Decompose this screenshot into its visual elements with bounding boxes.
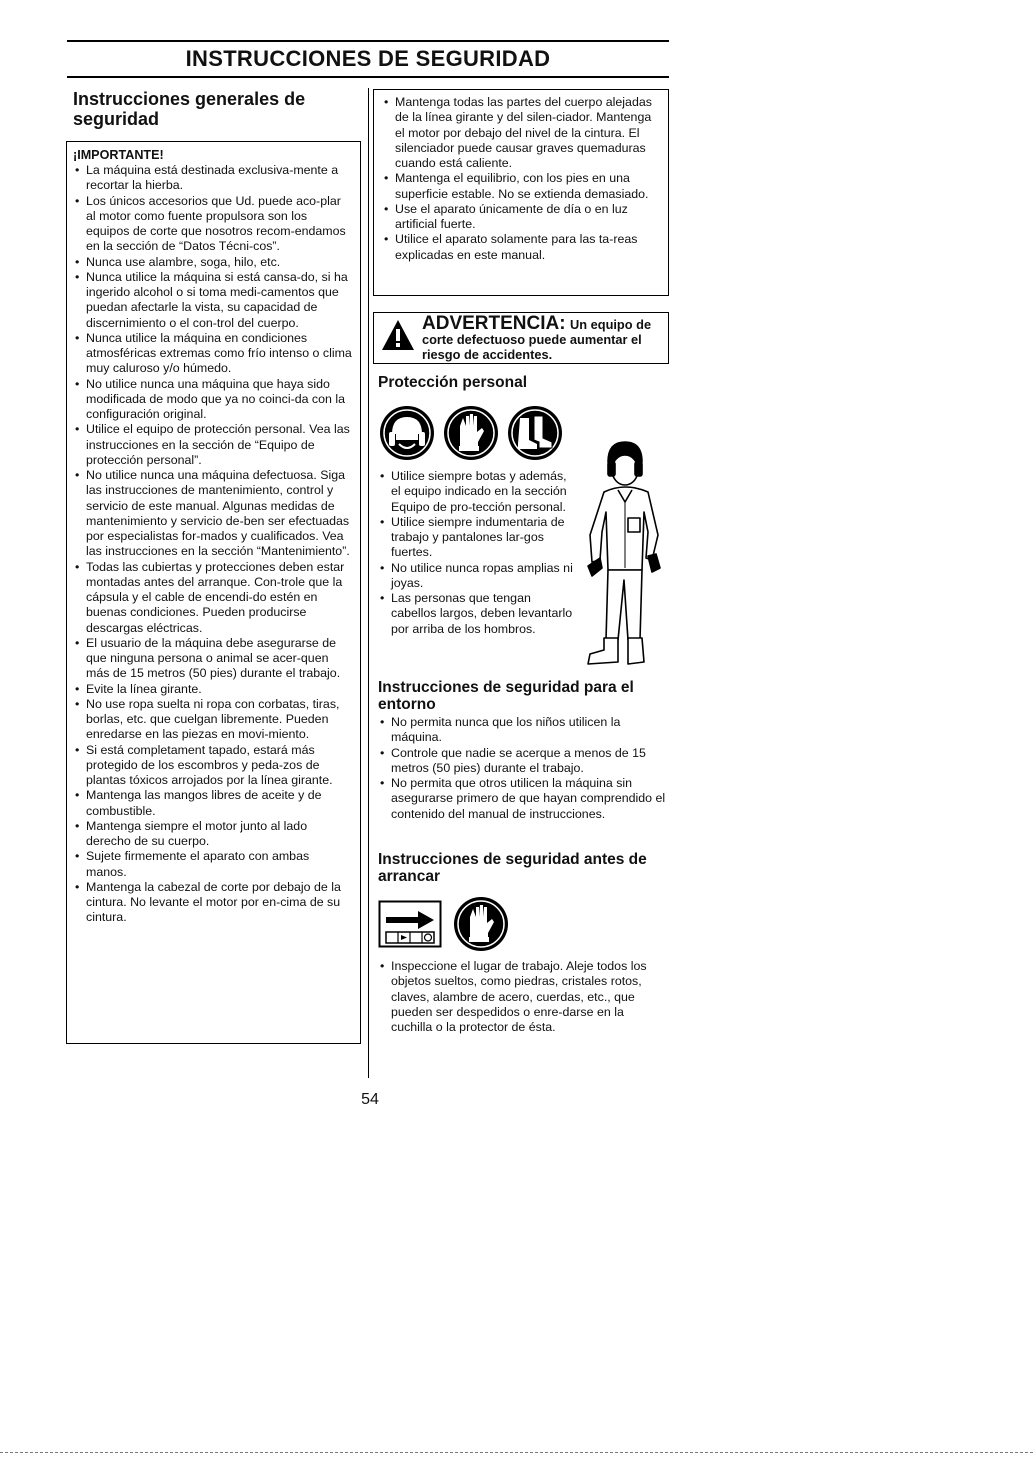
gloves-icon — [452, 895, 510, 953]
list-item: • Mantenga la cabezal de corte por debajo de la cintura. No levante el motor por en-cima de su cintura. — [73, 880, 352, 926]
list-item: • Mantenga las mangos libres de aceite y de combustible. — [73, 788, 352, 819]
continued-instructions-box — [373, 89, 669, 296]
continued-instructions-list — [382, 95, 660, 263]
list-item: • La máquina está destinada exclusiva-mente a recortar la hierba. — [73, 163, 352, 194]
general-instructions-list — [73, 163, 352, 926]
environment-list — [378, 715, 670, 822]
list-item: • Las personas que tengan cabellos largos, deben levantarlo por arriba de los hombros. — [378, 591, 578, 637]
list-item: • Utilice siempre botas y además, el equipo indicado en la sección Equipo de pro-tección personal. — [378, 469, 578, 515]
personal-protection-heading: Protección personal — [378, 374, 528, 391]
title-underline — [67, 76, 669, 78]
warning-title: ADVERTENCIA: — [422, 313, 566, 334]
helmet-ear-protection-icon — [378, 404, 436, 462]
list-item: • El usuario de la máquina debe asegurarse de que ninguna persona o animal se acer-quen más de 15 metros (50 pies) durante el trabajo. — [73, 636, 352, 682]
list-item: • Todas las cubiertas y protecciones deben estar montadas antes del arranque. Con-trole que la cápsula y el cable de encendi-do estén en buenas condiciones. Pueden producirse descargas eléctricas. — [73, 560, 352, 636]
personal-protection-list — [378, 469, 578, 637]
list-item: • Controle que nadie se acerque a menos de 15 metros (50 pies) durante el trabajo. — [378, 746, 670, 777]
general-safety-heading: Instrucciones generales de seguridad — [73, 89, 306, 129]
list-item: • Utilice siempre indumentaria de trabajo y pantalones lar-gos fuertes. — [378, 515, 578, 561]
before-start-heading: Instrucciones de seguridad antes de arrancar — [378, 851, 647, 885]
gloves-icon — [442, 404, 500, 462]
list-item: • No utilice nunca ropas amplias ni joyas. — [378, 561, 578, 592]
list-item: • Mantenga el equilibrio, con los pies en una superficie estable. No se extienda demasiado. — [382, 171, 660, 202]
list-item: • Inspeccione el lugar de trabajo. Aleje todos los objetos sueltos, como piedras, cristales rotos, claves, alambre de acero, cuerdas, etc., que pueden ser despedidos o enre-darse en la cuchilla o la protector de ésta. — [378, 959, 668, 1035]
warning-triangle-icon — [380, 318, 416, 352]
top-rule — [67, 40, 669, 42]
environment-heading: Instrucciones de seguridad para el entorno — [378, 679, 634, 713]
general-instructions-box — [66, 141, 361, 1044]
list-item: • Mantenga siempre el motor junto al lado derecho de su cuerpo. — [73, 819, 352, 850]
page-title: INSTRUCCIONES DE SEGURIDAD — [185, 46, 551, 71]
list-item: • No permita que otros utilicen la máquina sin asegurarse primero de que hayan comprendido el contenido del manual de instrucciones. — [378, 776, 670, 822]
list-item: • Los únicos accesorios que Ud. puede aco-plar al motor como fuente propulsora son los equipos de corte que nosotros recom-endamos en la sección de “Datos Técni-cos”. — [73, 194, 352, 255]
important-label: ¡IMPORTANTE! — [73, 148, 164, 162]
list-item: • No use ropa suelta ni ropa con corbatas, tiras, borlas, etc. que cuelgan libremente. Pueden enredarse en las piezas en movi-miento. — [73, 697, 352, 743]
boots-icon — [506, 404, 564, 462]
bottom-edge-rule — [0, 1452, 1033, 1453]
list-item: • Utilice el equipo de protección personal. Vea las instrucciones en la sección de “Equipo de protección personal”. — [73, 422, 352, 468]
protective-clothing-person-illustration — [578, 440, 668, 675]
list-item: • Nunca utilice la máquina en condiciones atmosféricas extremas como frío intenso o clima muy caluroso y/o húmedo. — [73, 331, 352, 377]
warning-box — [373, 312, 669, 364]
column-divider — [368, 88, 369, 1078]
list-item: • Nunca utilice la máquina si está cansa-do, si ha ingerido alcohol o si toma medi-camentos que puedan afectarle la vista, su capacidad de discernimiento o el con-trol del cuerpo. — [73, 270, 352, 331]
list-item: • Si está completament tapado, estará más protegido de los escombros y peda-zos de plantas tóxicos arrojados por la línea girante. — [73, 743, 352, 789]
page-number: 54 — [361, 1091, 379, 1108]
list-item: • Nunca use alambre, soga, hilo, etc. — [73, 255, 352, 270]
list-item: • No utilice nunca una máquina defectuosa. Siga las instrucciones de mantenimiento, control y servicio de este manual. Algunas medidas de mantenimiento y servicio de-ben ser efectuadas por especialistas for-mados y cualificados. Vea las instrucciones en la sección “Mantenimiento”. — [73, 468, 352, 560]
before-start-list — [378, 959, 668, 1035]
before-start-pictograms — [378, 895, 510, 953]
read-manual-icon — [378, 900, 442, 948]
list-item: • No utilice nunca una máquina que haya sido modificada de modo que ya no coinci-da con la configuración original. — [73, 377, 352, 423]
ppe-pictograms — [378, 404, 564, 462]
list-item: • Mantenga todas las partes del cuerpo alejadas de la línea girante y del silen-ciador. Mantenga el motor por debajo del nivel de la cintura. El silenciador puede causar graves quemaduras cuando está caliente. — [382, 95, 660, 171]
list-item: • Utilice el aparato solamente para las ta-reas explicadas en este manual. — [382, 232, 660, 263]
list-item: • Use el aparato únicamente de día o en luz artificial fuerte. — [382, 202, 660, 233]
warning-text: Un equipo de corte defectuoso puede aumentar el riesgo de accidentes. — [422, 317, 652, 362]
list-item: • Sujete firmemente el aparato con ambas manos. — [73, 849, 352, 880]
list-item: • Evite la línea girante. — [73, 682, 352, 697]
list-item: • No permita nunca que los niños utilicen la máquina. — [378, 715, 670, 746]
